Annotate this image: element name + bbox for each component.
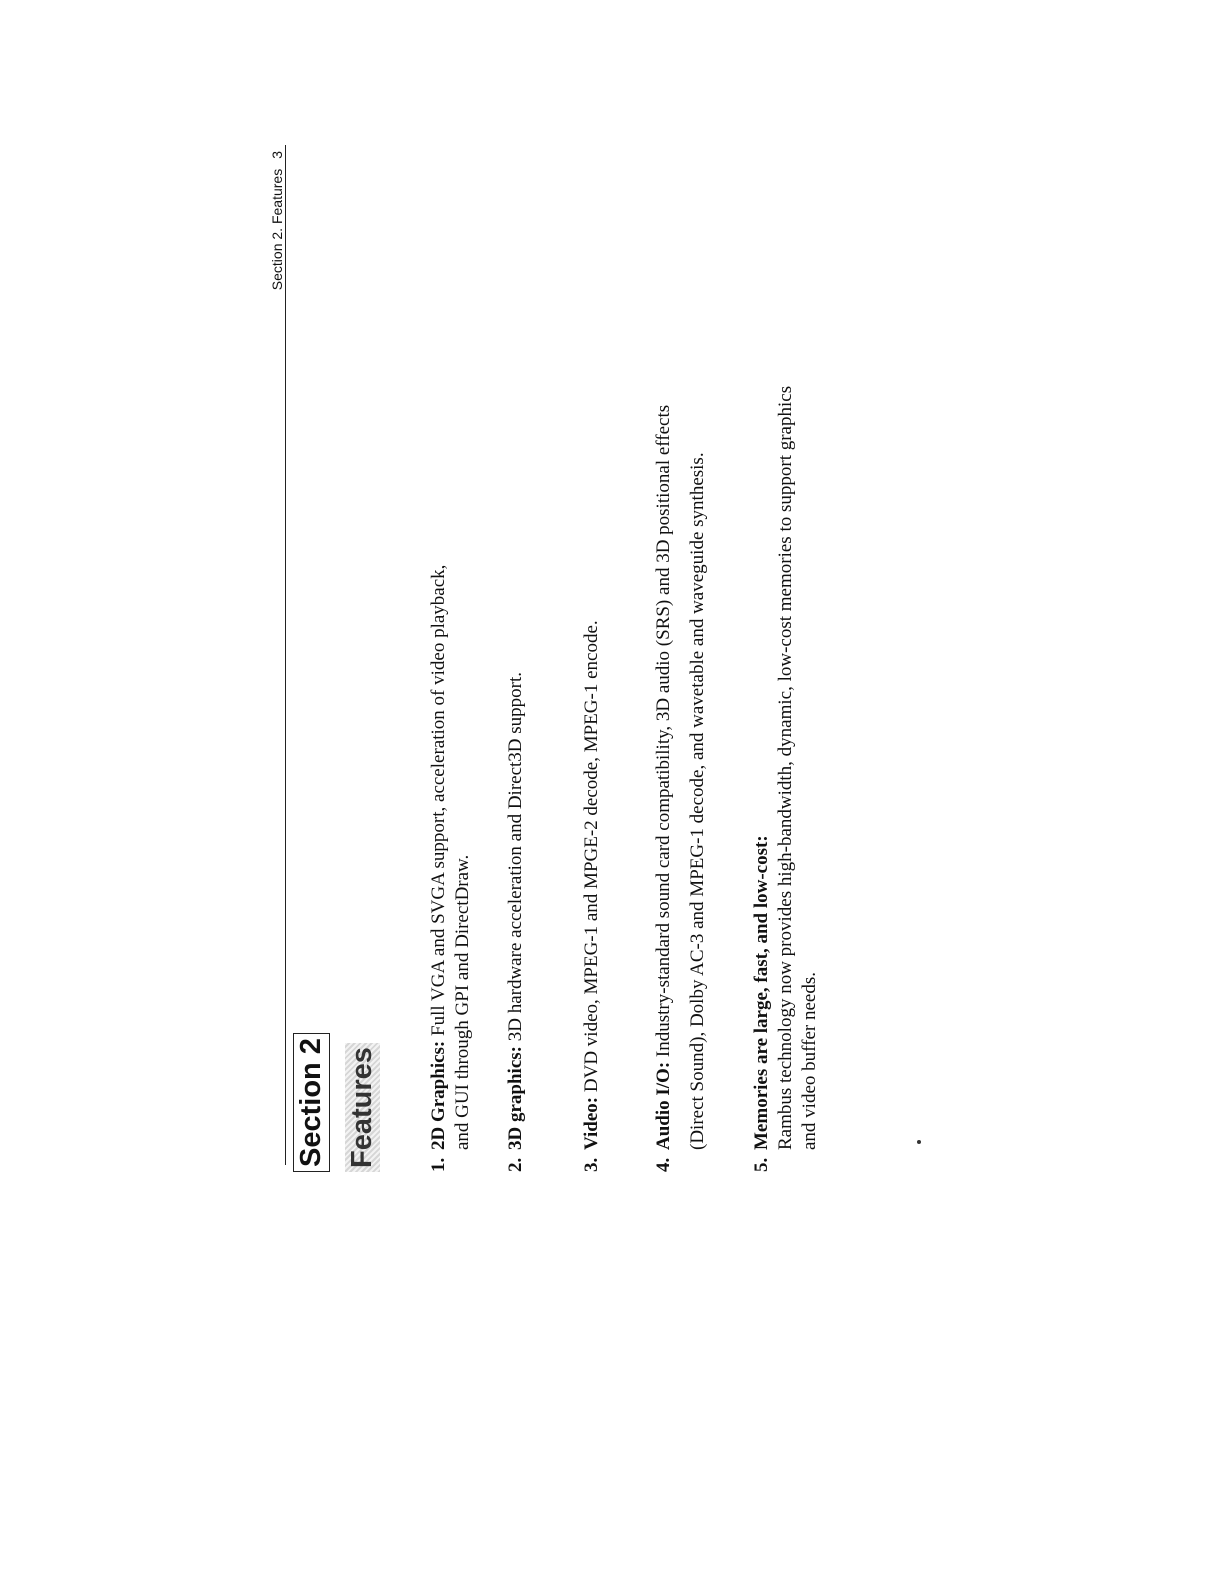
running-header	[250, 145, 286, 1165]
item-text: Full VGA and SVGA support, acceleration of video playback,	[428, 564, 449, 1041]
item-lead: Video:	[581, 1096, 602, 1150]
item-text: DVD video, MPEG-1 and MPGE-2 decode, MPEG-1 encode.	[581, 620, 602, 1097]
item-lead: 2D Graphics:	[428, 1040, 449, 1150]
item-line-2: and video buffer needs.	[799, 972, 820, 1150]
item-number: 2.	[505, 1157, 526, 1172]
item-number: 5.	[751, 1157, 772, 1172]
item-lead: Memories are large, fast, and low-cost:	[751, 835, 772, 1150]
item-body	[652, 170, 710, 1150]
item-line-2: (Direct Sound), Dolby AC-3 and MPEG-1 decode, and wavetable and waveguide synthesis.	[687, 452, 708, 1150]
item-text: Industry-standard sound card compatibility, 3D audio (SRS) and 3D positional effects	[653, 404, 674, 1062]
item-line	[504, 170, 528, 1150]
item-text: 3D hardware acceleration and Direct3D support.	[505, 671, 526, 1047]
item-lead: Audio I/O:	[653, 1061, 674, 1150]
rotated-page	[250, 140, 970, 1250]
item-number: 3.	[581, 1157, 602, 1172]
page-number: 3	[269, 151, 285, 159]
item-number: 4.	[653, 1157, 674, 1172]
scan-speck	[917, 1140, 921, 1144]
section-title: Features	[345, 1043, 380, 1172]
running-title: Section 2. Features	[269, 168, 285, 291]
item-body	[750, 170, 822, 1150]
section-label: Section 2	[293, 1033, 330, 1172]
item-line	[580, 170, 604, 1150]
item-lead: 3D graphics:	[505, 1046, 526, 1150]
item-body	[504, 170, 528, 1150]
item-line	[427, 170, 451, 1150]
item-line-2: and GUI through GPI and DirectDraw.	[452, 854, 473, 1150]
running-header-text	[269, 151, 285, 290]
item-text: Rambus technology now provides high-bandwidth, dynamic, low-cost memories to support graphics	[775, 385, 796, 1150]
item-body	[427, 170, 475, 1150]
item-line	[750, 170, 774, 1150]
item-line	[652, 170, 676, 1150]
item-number: 1.	[428, 1157, 449, 1172]
item-body	[580, 170, 604, 1150]
